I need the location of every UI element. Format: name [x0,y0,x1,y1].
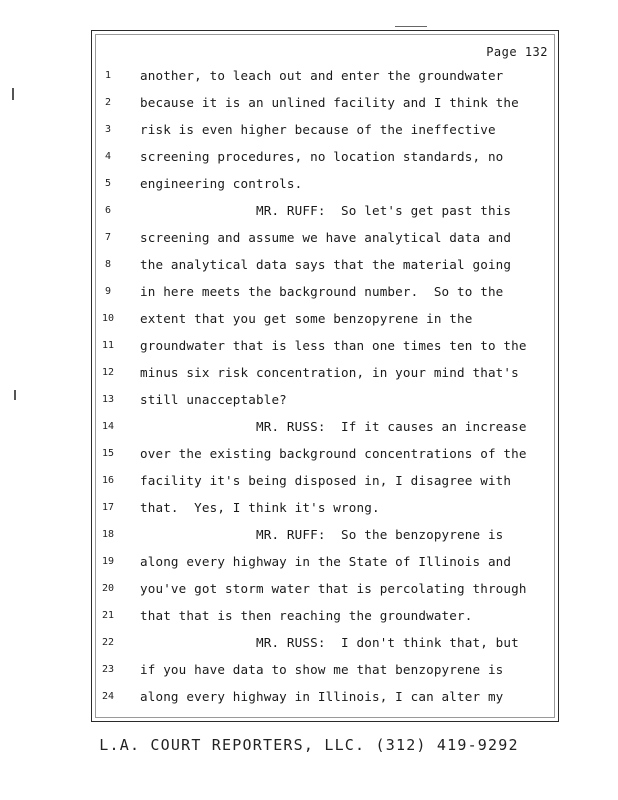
transcript-line: extent that you get some benzopyrene in the [140,311,473,326]
transcript-line: risk is even higher because of the ineffective [140,122,496,137]
line-number: 23 [101,664,115,675]
scan-mark [12,88,14,100]
line-number: 9 [104,286,112,297]
line-number: 8 [104,259,112,270]
transcript-text [140,62,556,710]
line-number: 3 [104,124,112,135]
transcript-line: you've got storm water that is percolating through [140,581,527,596]
transcript-line: MR. RUFF: So let's get past this [140,203,512,218]
line-number: 10 [101,313,115,324]
line-number: 7 [104,232,112,243]
transcript-line: MR. RUSS: If it causes an increase [140,419,527,434]
transcript-line: facility it's being disposed in, I disagree with [140,473,512,488]
transcript-line: over the existing background concentrations of the [140,446,527,461]
line-number: 4 [104,151,112,162]
line-number: 13 [101,394,115,405]
line-number: 11 [101,340,115,351]
line-number: 2 [104,97,112,108]
transcript-line: because it is an unlined facility and I think the [140,95,519,110]
transcript-line: another, to leach out and enter the groundwater [140,68,504,83]
transcript-line: minus six risk concentration, in your mind that's [140,365,519,380]
court-reporter-footer: L.A. COURT REPORTERS, LLC. (312) 419-9292 [99,736,519,754]
line-number: 16 [101,475,115,486]
line-number: 24 [101,691,115,702]
transcript-line: along every highway in Illinois, I can alter my [140,689,504,704]
line-number: 18 [101,529,115,540]
scan-mark [14,390,16,400]
line-number: 21 [101,610,115,621]
transcript-line: that that is then reaching the groundwater. [140,608,473,623]
transcript-line: engineering controls. [140,176,303,191]
scan-mark [395,26,427,27]
page-number: Page 132 [486,45,548,59]
transcript-line: screening and assume we have analytical data and [140,230,512,245]
line-number: 22 [101,637,115,648]
line-number: 15 [101,448,115,459]
transcript-line: MR. RUFF: So the benzopyrene is [140,527,504,542]
line-number: 12 [101,367,115,378]
line-number: 20 [101,583,115,594]
line-number-column [98,62,118,710]
transcript-line: groundwater that is less than one times ten to the [140,338,527,353]
line-number: 6 [104,205,112,216]
line-number: 14 [101,421,115,432]
transcript-line: if you have data to show me that benzopyrene is [140,662,504,677]
transcript-line: the analytical data says that the material going [140,257,512,272]
transcript-line: MR. RUSS: I don't think that, but [140,635,519,650]
transcript-line: screening procedures, no location standards, no [140,149,504,164]
line-number: 19 [101,556,115,567]
line-number: 1 [104,70,112,81]
transcript-line: that. Yes, I think it's wrong. [140,500,380,515]
transcript-line: still unacceptable? [140,392,287,407]
line-number: 5 [104,178,112,189]
transcript-line: along every highway in the State of Illinois and [140,554,512,569]
transcript-line: in here meets the background number. So to the [140,284,504,299]
line-number: 17 [101,502,115,513]
